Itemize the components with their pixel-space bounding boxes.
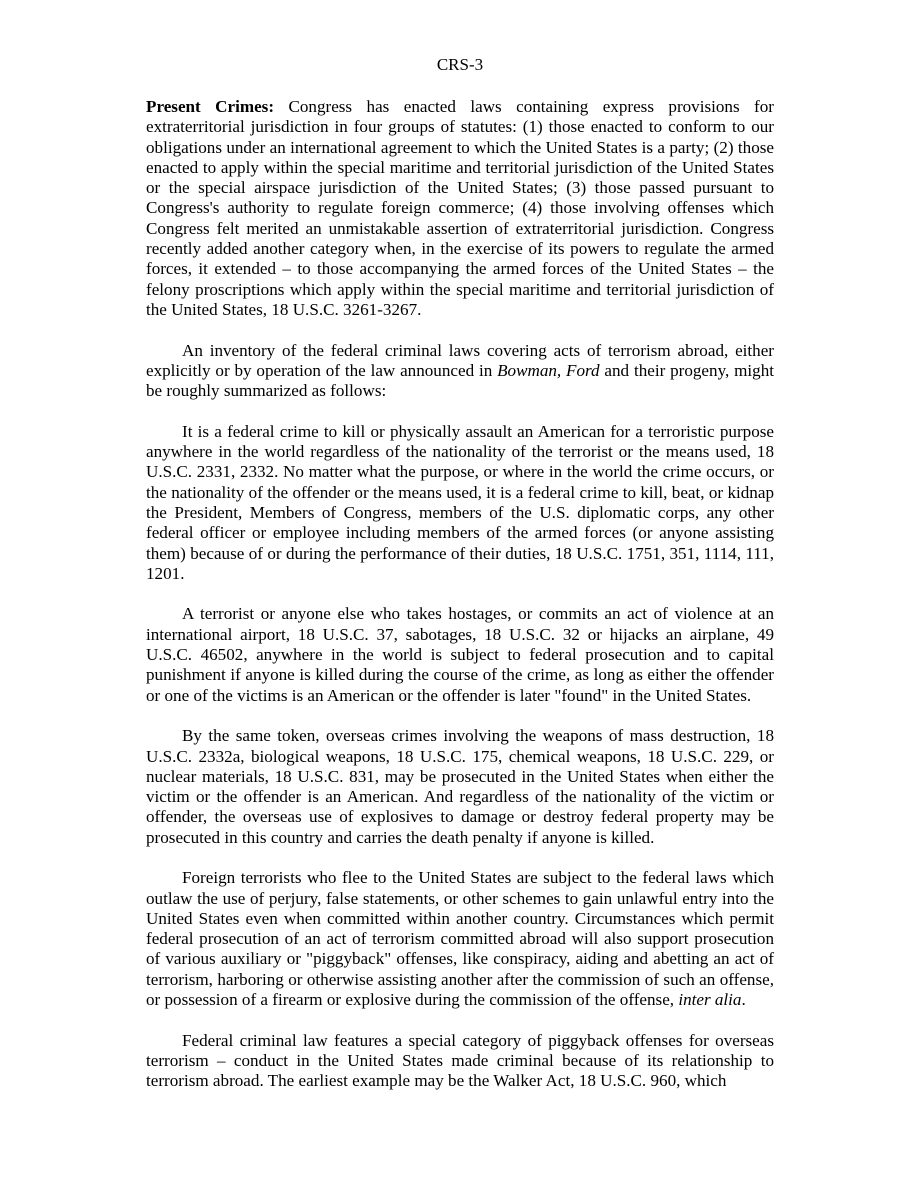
paragraph-lead-heading: Present Crimes:	[146, 97, 275, 116]
paragraph-hostages: A terrorist or anyone else who takes hostages, or commits an act of violence at an international airport, 18 U.S.C. 37, sabotages, 18 U.S.C. 32 or hijacks an airplane, 49 U.S.C. 46502, anywhere in the world is subject to federal prosecution and to capital punishment if anyone is killed during the course of the crime, as long as either the offender or one of the victims is an American or the offender is later "found" in the United States.	[146, 604, 774, 705]
paragraph-text: Congress has enacted laws containing express provisions for extraterritorial jurisdiction in four groups of statutes: (1) those enacted to conform to our obligations under an international agreement to which the United States is a party; (2) those enacted to apply within the special maritime and territorial jurisdiction of the United States or the special airspace jurisdiction of the United States; (3) those passed pursuant to Congress's authority to regulate foreign commerce; (4) those involving offenses which Congress felt merited an unmistakable assertion of extraterritorial jurisdiction. Congress recently added another category when, in the exercise of its powers to regulate the armed forces, it extended – to those accompanying the armed forces of the United States – the felony proscriptions which apply within the special maritime and territorial jurisdiction of the United States, 18 U.S.C. 3261-3267.	[146, 97, 774, 319]
paragraph-inventory	[146, 341, 774, 402]
page-header: CRS-3	[436, 55, 484, 74]
paragraph-present-crimes	[146, 97, 774, 320]
paragraph-text: Foreign terrorists who flee to the United States are subject to the federal laws which outlaw the use of perjury, false statements, or other schemes to gain unlawful entry into the United States even when committed within another country. Circumstances which permit federal prosecution of an act of terrorism committed abroad will also support prosecution of various auxiliary or "piggyback" offenses, like conspiracy, aiding and abetting an act of terrorism, harboring or otherwise assisting another after the commission of such an offense, or possession of a firearm or explosive during the commission of the offense,	[146, 868, 774, 1010]
case-citation: Bowman, Ford	[497, 360, 600, 380]
latin-phrase: inter alia	[678, 990, 742, 1010]
paragraph-piggyback: Federal criminal law features a special category of piggyback offenses for overseas terrorism – conduct in the United States made criminal because of its relationship to terrorism abroad. The earliest example may be the Walker Act, 18 U.S.C. 960, which	[146, 1030, 774, 1091]
document-page	[146, 55, 774, 1112]
paragraph-text: and their progeny, might be roughly summarized as follows:	[146, 360, 774, 401]
paragraph-text: An inventory of the federal criminal laws covering acts of terrorism abroad, either explicitly or by operation of the law announced in	[146, 340, 774, 380]
paragraph-foreign-terrorists	[146, 868, 774, 1010]
paragraph-assault: It is a federal crime to kill or physically assault an American for a terroristic purpose anywhere in the world regardless of the nationality of the terrorist or the means used, 18 U.S.C. 2331, 2332. No matter what the purpose, or where in the world the crime occurs, or the nationality of the offender or the means used, it is a federal crime to kill, beat, or kidnap the President, Members of Congress, members of the U.S. diplomatic corps, any other federal officer or employee including members of the armed forces (or anyone assisting them) because of or during the performance of their duties, 18 U.S.C. 1751, 351, 1114, 111, 1201.	[146, 421, 774, 583]
paragraph-text: .	[741, 990, 746, 1010]
paragraph-wmd: By the same token, overseas crimes involving the weapons of mass destruction, 18 U.S.C. 2332a, biological weapons, 18 U.S.C. 175, chemical weapons, 18 U.S.C. 229, or nuclear materials, 18 U.S.C. 831, may be prosecuted in the United States when either the victim or the offender is an American. And regardless of the nationality of the victim or offender, the overseas use of explosives to damage or destroy federal property may be prosecuted in this country and carries the death penalty if anyone is killed.	[146, 726, 774, 847]
